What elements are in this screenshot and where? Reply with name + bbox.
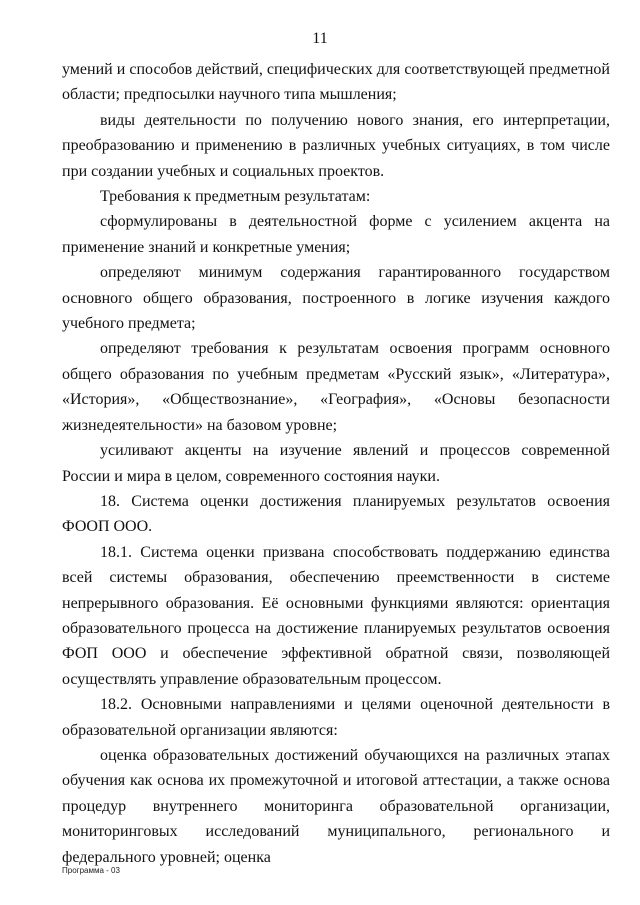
paragraph-4: сформулированы в деятельностной форме с усилением акцента на применение знаний и конкретные умения; xyxy=(62,213,610,256)
paragraph-18-1: 18.1. Система оценки призвана способствовать поддержанию единства всей системы образования, обеспечению преемственности в системе непрерывного образования. Её основными функциями являются: ориентация образовательного процесса на достижение планируемых результатов освоения ФОП ООО и обеспечение эффективной обратной связи, позволяющей осуществлять управление образовательным процессом. xyxy=(62,543,610,688)
paragraph-7: усиливают акценты на изучение явлений и процессов современной России и мира в целом, современного состояния науки. xyxy=(62,442,610,485)
paragraph-6: определяют требования к результатам освоения программ основного общего образования по учебным предметам «Русский язык», «Литература», «История», «Обществознание», «География», «Основы безопасности жизнедеятельности» на базовом уровне; xyxy=(62,340,610,434)
paragraph-2: виды деятельности по получению нового знания, его интерпретации, преобразованию и применению в различных учебных ситуациях, в том числе при создании учебных и социальных проектов. xyxy=(62,111,610,180)
document-body xyxy=(62,57,610,870)
page-footer: Программа - 03 xyxy=(62,866,120,875)
page-number: 11 xyxy=(312,30,328,47)
section-heading-18: 18. Система оценки достижения планируемых результатов освоения ФООП ООО. xyxy=(62,492,610,536)
paragraph-3: Требования к предметным результатам: xyxy=(100,188,371,206)
paragraph-18-2: 18.2. Основными направлениями и целями оценочной деятельности в образовательной организации являются: xyxy=(62,696,610,739)
paragraph-5: определяют минимум содержания гарантированного государством основного общего образования, построенного в логике изучения каждого учебного предмета; xyxy=(62,264,610,333)
paragraph-assessment: оценка образовательных достижений обучающихся на различных этапах обучения как основа их промежуточной и итоговой аттестации, а также основа процедур внутреннего мониторинга образовательной организации, мониторинговых исследований муниципального, регионального и федерального уровней; оценка xyxy=(62,746,610,866)
paragraph-1: умений и способов действий, специфических для соответствующей предметной области; предпосылки научного типа мышления; xyxy=(62,61,610,104)
